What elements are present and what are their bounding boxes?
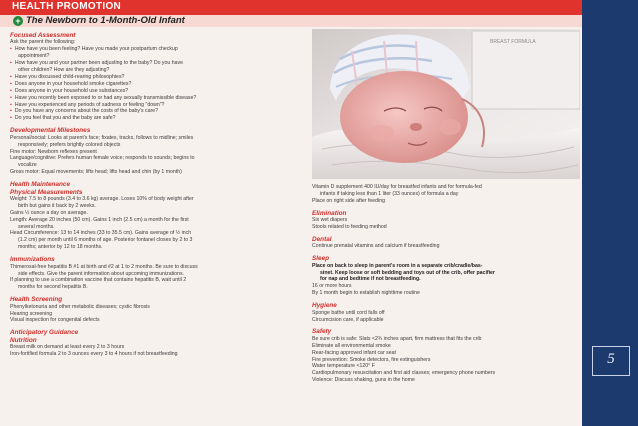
page-number: 5 [607,351,615,367]
focused-assessment-item: ▪ Does anyone in your household smoke cigarettes? [10,81,302,88]
focused-assessment-item: other children? How are they adjusting? [18,67,110,74]
focused-assessment-list [10,46,302,122]
immunizations-heading: Immunizations [10,256,55,264]
document-subtitle: The Newborn to 1-Month-Old Infant [26,15,185,26]
right-column [312,184,580,384]
left-column [10,30,302,358]
hygiene-heading: Hygiene [312,302,337,310]
vitamin-d-line: Vitamin D supplement 400 IU/day for breastfed infants and for formula-fed [312,184,482,190]
health-screening-list [10,304,302,325]
safety-line: Eliminate all environmental smoke [312,342,391,349]
health-screening-line: Phenylketonuria and other metabolic diseases; cystic fibrosis [10,303,150,310]
focused-assessment-item: ▪ Does anyone in your household use substances? [10,88,302,95]
immunization-line: If planning to use a combination vaccine that contains hepatitis B, wait until 2 [10,277,187,284]
safety-line: Violence: Discuss shaking, guns in the home [312,377,415,384]
physical-measurement-line: months; anterior by 12 to 18 months. [18,244,103,251]
safety-line: Rear-facing approved infant car seat [312,349,396,356]
focused-assessment-intro: Ask the parent the following: [10,39,76,46]
nutrition-heading: Nutrition [10,336,37,344]
elimination-line: Stools related to feeding method [312,224,387,231]
developmental-milestone-line: Personal/social: Looks at parent's face; fixates, tracks, follows to midline; smiles [10,134,194,141]
focused-assessment-item: ▪ Have you recently been exposed to or had any sexually transmissible disease? [10,95,302,102]
safety-line: Water temperature <120° F [312,363,375,370]
immunization-line: months for second hepatitis B. [18,284,88,291]
physical-measurements-list [10,196,302,251]
safety-line: Fire prevention: Smoke detectors, fire extinguishers [312,356,431,363]
focused-assessment-heading: Focused Assessment [10,32,76,39]
focused-assessment-item: ▪ Have you experienced any periods of sadness or feeling "down"? [10,102,302,109]
physical-measurement-line: Weight: 7.5 to 8 pounds (3.4 to 3.6 kg) average. Loses 10% of body weight after [10,195,194,202]
anticipatory-guidance-heading: Anticipatory Guidance [10,329,79,337]
physical-measurement-line: birth but gains it back by 2 weeks. [18,202,96,209]
developmental-milestones-heading: Developmental Milestones [10,127,91,135]
page-number-box [592,346,630,376]
focused-assessment-item: ▪ Do you have any concerns about the costs of the baby's care? [10,108,302,115]
safety-list [312,336,580,384]
physical-measurement-line: Length: Average 20 inches (50 cm). Gains 1 inch (2.5 cm) a month for the first [10,216,189,223]
sleep-line: 16 or more hours [312,283,352,290]
physical-measurement-line: Head Circumference: 13 to 14 inches (33 to 35.5 cm). Gains average of ½ inch [10,230,192,237]
vitamin-d-list [312,184,580,205]
physical-measurements-heading: Physical Measurements [10,188,83,196]
physical-measurement-line: Gains ½ ounce a day on average. [10,209,88,216]
safety-line: Cardiopulmonary resuscitation and first aid classes; emergency phone numbers [312,370,496,377]
vitamin-d-line: Place on right side after feeding [312,197,385,204]
developmental-milestone-line: Language/cognitive: Prefers human female voice; responds to sounds; begins to [10,155,195,162]
health-screening-heading: Health Screening [10,296,63,304]
dental-heading: Dental [312,235,332,243]
subtitle-bar [0,15,582,27]
focused-assessment-item: appointment? [18,53,50,60]
health-screening-line: Visual inspection for congenital defects [10,317,100,324]
nutrition-line: Breast milk on demand at least every 2 to 3 hours [10,344,125,351]
health-screening-line: Hearing screening [10,310,53,317]
developmental-milestone-line: Fine motor: Newborn reflexes present [10,148,97,155]
physical-measurement-line: (1.2 cm) per month until 6 months of age. Posterior fontanel closes by 2 to 3 [18,237,193,244]
sleep-line: sinet. Keep loose or soft bedding and toys out of the crib, offer pacifier [320,269,495,276]
immunization-line: Thimerosal-free hepatitis B #1 at birth and #2 at 1 to 2 months. Be sure to discuss [10,263,198,270]
focused-assessment-item: ▪ Have you discussed child-rearing philosophies? [10,74,302,81]
section-header-bar [0,0,582,15]
plus-circle-icon: + [13,16,23,26]
safety-heading: Safety [312,328,332,336]
health-maintenance-heading: Health Maintenance [10,181,71,189]
immunization-line: side effects. Give the parent information about upcoming immunizations. [18,270,184,277]
elimination-list [312,217,580,231]
dental-line: Continue prenatal vitamins and calcium if breastfeeding [312,243,440,250]
focused-assessment-item: ▪ How have you and your partner been adjusting to the baby? Do you have [10,60,302,67]
elimination-line: Six wet diapers [312,217,348,224]
section-title: HEALTH PROMOTION [12,1,122,12]
sleep-heading: Sleep [312,255,330,263]
developmental-milestones-list [10,135,302,176]
hygiene-line: Sponge bathe until cord falls off [312,309,385,316]
vitamin-d-line: infants if taking less than 1 liter (33 ounces) of formula a day [320,190,459,197]
sleep-line: for nap and bedtime if not breastfeeding. [320,276,421,283]
immunizations-list [10,264,302,292]
focused-assessment-item: ▪ Do you feel that you and the baby are safe? [10,115,302,122]
newborn-photo-illustration [312,29,580,179]
safety-line: Be sure crib is safe: Slats <2¾ inches apart, firm mattress that fits the crib [312,335,482,342]
hygiene-line: Circumcision care, if applicable [312,316,384,323]
developmental-milestone-line: vocalize [18,162,37,169]
nutrition-line: Iron-fortified formula 2 to 3 ounces every 3 to 4 hours if not breastfeeding [10,351,178,358]
developmental-milestone-line: Gross motor: Equal movements; lifts head; lifts head and chin (by 1 month) [10,169,182,176]
elimination-heading: Elimination [312,209,347,217]
physical-measurement-line: several months. [18,223,55,230]
bassinet-card-label: BREAST FORMULA [490,39,536,45]
sleep-list [312,263,580,298]
newborn-photo [312,29,580,179]
sleep-line: Place on back to sleep in parent's room in a separate crib/cradle/bas- [312,262,483,269]
dental-list [312,243,580,250]
nutrition-list [10,344,302,358]
developmental-milestone-line: responsively; prefers brightly colored objects [18,141,121,148]
hygiene-list [312,310,580,324]
focused-assessment-item: ▪ How have you been feeling? Have you made your postpartum checkup [10,46,302,53]
sleep-line: By 1 month begin to establish nighttime routine [312,290,420,297]
